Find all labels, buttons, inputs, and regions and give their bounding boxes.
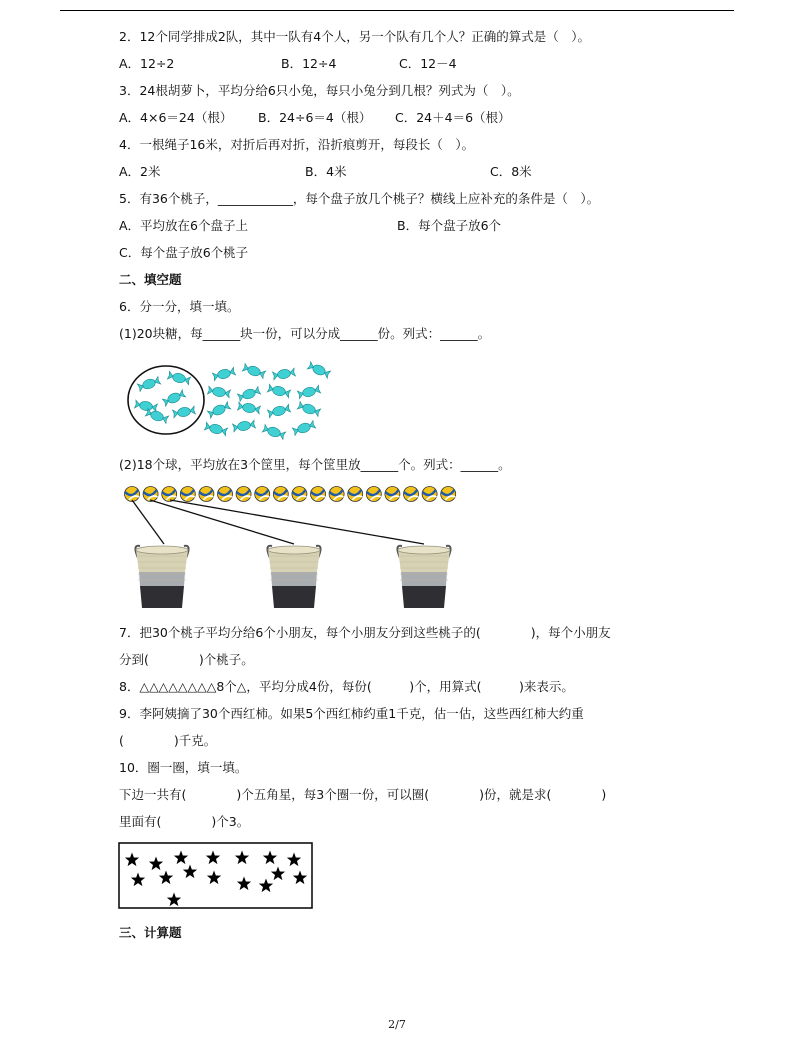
ball-icon [255,487,270,502]
question-4: 4．一根绳子16米，对折后再对折，沿折痕剪开，每段长（ ）。 [119,137,475,152]
question-8: 8．△△△△△△△△8个△，平均分成4份，每份( )个，用算式( )来表示。 [119,679,574,694]
star-icon [237,877,251,891]
q4-option-b: B．4米 [305,164,347,179]
candy-icon [242,363,266,379]
candy-icon [307,361,331,378]
question-10-line-1: 下边一共有( )个五角星，每3个圈一份，可以圈( )份，就是求( ) [119,787,607,802]
balls-and-baskets-illustration [124,486,474,614]
candy-icon [207,401,231,418]
question-7-line-2: 分到( )个桃子。 [119,652,254,667]
question-6-part-1: (1)20块糖，每______块一份，可以分成______份。列式：______。 [119,326,491,341]
ball-icon [329,487,344,502]
q3-option-a: A．4×6＝24（根） [119,110,233,125]
star-icon [159,871,173,885]
basket-icon [135,546,188,608]
ball-icon [422,487,437,502]
candy-icon [267,404,291,418]
q3-option-b: B．24÷6＝4（根） [258,110,372,125]
ball-icon [385,487,400,502]
question-5: 5．有36个桃子，____________，每个盘子放几个桃子？横线上应补充的条件是（ ）。 [119,191,600,206]
candy-icon [272,368,295,381]
star-icon [125,853,139,867]
ball-icon [236,487,251,502]
ball-icon [218,487,233,502]
basket-icon [267,546,320,608]
q5-option-a: A．平均放在6个盘子上 [119,218,249,233]
connector-line [132,500,164,544]
ball-icon [180,487,195,502]
candy-icon [172,406,195,419]
q2-option-c: C．12－4 [399,56,457,71]
ball-icon [366,487,381,502]
q5-option-b: B．每个盘子放6个 [397,218,502,233]
ball-icon [404,487,419,502]
section-heading-calculation: 三、计算题 [119,925,182,940]
star-icon [287,853,301,867]
connector-line [170,500,424,544]
section-heading-fill-blank: 二、填空题 [119,272,182,287]
q4-option-c: C．8米 [490,164,532,179]
star-icon [174,851,188,865]
candy-icon [162,389,186,406]
star-icon [263,851,277,865]
ball-icon [441,487,456,502]
star-icon [259,879,273,893]
candy-icon [204,422,228,436]
ball-icon [292,487,307,502]
ball-icon [143,487,158,502]
candy-icon [137,376,161,392]
ball-icon [125,487,140,502]
candy-icon [207,386,230,399]
candy-icon [237,402,260,415]
star-icon [206,851,220,865]
ball-icon [273,487,288,502]
question-6-part-2: (2)18个球，平均放在3个筐里，每个筐里放______个。列式：______。 [119,457,511,472]
stars-box [118,842,314,912]
candy-icon [145,408,169,424]
ball-icon [348,487,363,502]
candy-icon [267,384,291,398]
q2-option-a: A．12÷2 [119,56,175,71]
ball-icon [162,487,177,502]
q3-option-c: C．24＋4＝6（根） [395,110,511,125]
question-10-line-2: 里面有( )个3。 [119,814,250,829]
basket-icon [397,546,450,608]
star-icon [131,873,145,887]
page-number: 2/7 [388,1018,406,1031]
q5-option-c: C．每个盘子放6个桃子 [119,245,249,260]
candy-icon [297,401,321,417]
question-9-line-2: ( )千克。 [119,733,217,748]
star-icon [271,867,285,881]
question-9-line-1: 9．李阿姨摘了30个西红柿。如果5个西红柿约重1千克，估一估，这些西红柿大约重 [119,706,584,721]
candy-illustration [124,356,334,444]
candy-icon [237,386,261,402]
question-6: 6．分一分，填一填。 [119,299,240,314]
star-icon [293,871,307,885]
q4-option-a: A．2米 [119,164,161,179]
question-7-line-1: 7．把30个桃子平均分给6个小朋友，每个小朋友分到这些桃子的( )，每个小朋友 [119,625,611,640]
connector-line [150,500,294,544]
star-icon [183,865,197,879]
candy-icon [134,400,157,413]
candy-icon [232,420,255,433]
candy-icon [167,371,191,385]
star-icon [167,893,181,907]
candy-icon [297,385,321,399]
candy-icon [212,367,236,381]
header-rule [60,10,734,11]
candy-icon [292,420,316,436]
ball-icon [311,487,326,502]
question-3: 3．24根胡萝卜，平均分给6只小兔，每只小兔分到几根？列式为（ ）。 [119,83,520,98]
question-10: 10．圈一圈，填一填。 [119,760,248,775]
star-icon [207,871,221,885]
star-icon [149,857,163,871]
question-2: 2．12个同学排成2队，其中一队有4个人，另一个队有几个人？正确的算式是（ ）。 [119,29,591,44]
q2-option-b: B．12÷4 [281,56,337,71]
candy-icon [262,424,286,440]
ball-icon [199,487,214,502]
star-icon [235,851,249,865]
